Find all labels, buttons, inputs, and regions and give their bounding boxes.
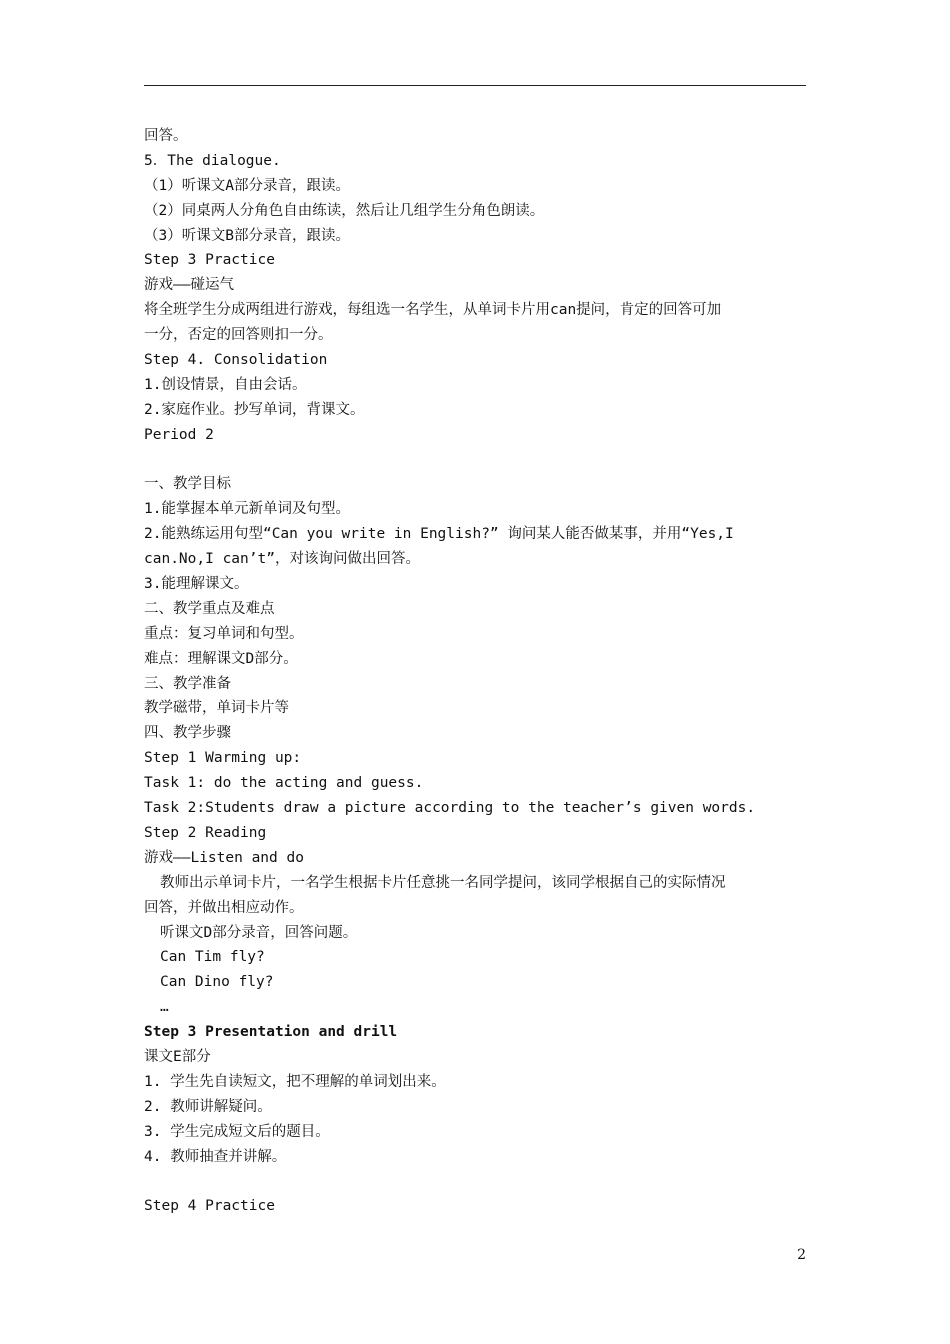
text-line: 2.能熟练运用句型“Can you write in English?” 询问某人能否做某事，并用“Yes,I — [144, 526, 734, 543]
text-line: 游戏——Listen and do — [144, 849, 304, 866]
text-line: 回答。 — [144, 128, 188, 144]
text-line: （3）听课文B部分录音，跟读。 — [144, 227, 350, 244]
blank-line — [144, 448, 806, 473]
page-number: 2 — [797, 1247, 806, 1263]
text-line: Can Tim fly? — [160, 949, 265, 966]
list-item: 2. 教师讲解疑问。 — [144, 1098, 272, 1115]
list-item: 3. 学生完成短文后的题目。 — [144, 1123, 330, 1140]
text-line: 1.能掌握本单元新单词及句型。 — [144, 501, 350, 518]
text-line: 难点：理解课文D部分。 — [144, 650, 298, 667]
text-line: （1）听课文A部分录音，跟读。 — [144, 177, 350, 194]
text-line: can.No,I can’t”，对该询问做出回答。 — [144, 551, 420, 568]
text-line: 听课文D部分录音，回答问题。 — [160, 924, 358, 941]
period-heading: Period 2 — [144, 426, 214, 443]
list-item: 4. 教师抽查并讲解。 — [144, 1148, 287, 1165]
blank-line — [144, 1169, 806, 1194]
section-heading: Step 3 Practice — [144, 252, 275, 269]
text-line: 5．The dialogue. — [144, 152, 281, 169]
text-line: 游戏——碰运气 — [144, 277, 234, 294]
text-line: （2）同桌两人分角色自由练读，然后让几组学生分角色朗读。 — [144, 202, 545, 219]
text-line: 教师出示单词卡片，一名学生根据卡片任意挑一名同学提问，该同学根据自己的实际情况 — [160, 874, 726, 891]
text-line: 3.能理解课文。 — [144, 576, 249, 593]
section-heading: Step 4. Consolidation — [144, 352, 328, 369]
list-item: 1. 学生先自读短文，把不理解的单词划出来。 — [144, 1073, 446, 1090]
step-heading: Step 4 Practice — [144, 1198, 275, 1215]
section-heading: 二、教学重点及难点 — [144, 600, 275, 617]
text-line: … — [160, 999, 169, 1016]
text-line: Task 1: do the acting and guess. — [144, 775, 424, 792]
text-line: 教学磁带，单词卡片等 — [144, 700, 289, 717]
text-line: 2.家庭作业。抄写单词，背课文。 — [144, 401, 365, 418]
text-line: Can Dino fly? — [160, 974, 274, 991]
text-line: 将全班学生分成两组进行游戏，每组选一名学生，从单词卡片用can提问，肯定的回答可加 — [144, 302, 722, 319]
text-line: 一分，否定的回答则扣一分。 — [144, 327, 333, 344]
text-line: 课文E部分 — [144, 1048, 211, 1065]
text-line: Task 2:Students draw a picture according to the teacher’s given words. — [144, 800, 756, 817]
step-heading: Step 2 Reading — [144, 824, 267, 841]
text-line: 回答，并做出相应动作。 — [144, 899, 304, 916]
step-heading: Step 1 Warming up: — [144, 750, 302, 767]
header-rule — [144, 85, 806, 86]
step-heading-bold: Step 3 Presentation and drill — [144, 1024, 398, 1041]
section-heading: 四、教学步骤 — [144, 725, 231, 742]
section-heading: 三、教学准备 — [144, 675, 231, 692]
document-body — [144, 124, 806, 1219]
text-line: 1.创设情景，自由会话。 — [144, 376, 307, 393]
text-line: 重点：复习单词和句型。 — [144, 625, 304, 642]
section-heading: 一、教学目标 — [144, 476, 231, 493]
